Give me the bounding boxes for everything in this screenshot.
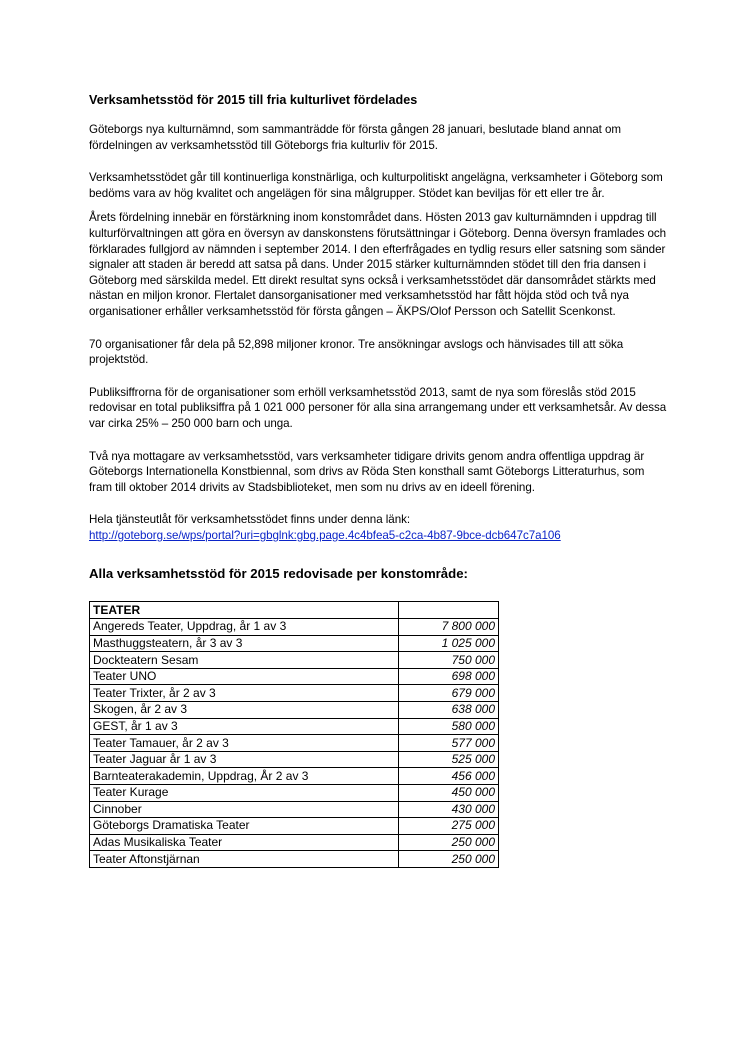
- table-row: [90, 801, 499, 818]
- organisation-name: Teater Aftonstjärnan: [90, 851, 399, 868]
- table-row: [90, 635, 499, 652]
- paragraph-audience: Publiksiffrorna för de organisationer som erhöll verksamhetsstöd 2013, samt de nya som föreslås stöd 2015 redovisar en total publiksiffra på 1 021 000 personer för alla sina arrangemang under ett verksamhetsår. Av dessa var cirka 25% – 250 000 barn och unga.: [89, 385, 667, 430]
- document-title: Verksamhetsstöd för 2015 till fria kulturlivet fördelades: [89, 93, 418, 107]
- table-row: [90, 685, 499, 702]
- organisation-name: Teater Tamauer, år 2 av 3: [90, 735, 399, 752]
- category-amount-cell: [398, 602, 498, 619]
- paragraph-intro: Göteborgs nya kulturnämnd, som sammanträdde för första gången 28 januari, beslutade bland annat om fördelningen av verksamhetsstöd till Göteborgs fria kulturliv för 2015.: [89, 123, 621, 152]
- table-category-row: [90, 602, 499, 619]
- paragraph-link: [89, 512, 669, 543]
- table-row: [90, 652, 499, 669]
- table-row: [90, 834, 499, 851]
- grant-amount: 750 000: [398, 652, 498, 669]
- organisation-name: Teater Kurage: [90, 785, 399, 802]
- organisation-name: Adas Musikaliska Teater: [90, 834, 399, 851]
- grant-amount: 250 000: [398, 834, 498, 851]
- grant-amount: 450 000: [398, 785, 498, 802]
- organisation-name: Teater UNO: [90, 668, 399, 685]
- grant-amount: 430 000: [398, 801, 498, 818]
- grant-amount: 250 000: [398, 851, 498, 868]
- category-label: TEATER: [90, 602, 399, 619]
- paragraph-purpose: Verksamhetsstödet går till kontinuerliga konstnärliga, och kulturpolitiskt angelägna, verksamheter i Göteborg som bedöms vara av hög kvalitet och angelägen för sina målgrupper. Stödet kan beviljas för ett eller tre år.: [89, 171, 663, 200]
- organisation-name: GEST, år 1 av 3: [90, 718, 399, 735]
- table-row: [90, 785, 499, 802]
- table-row: [90, 818, 499, 835]
- table-heading: Alla verksamhetsstöd för 2015 redovisade per konstområde:: [89, 566, 468, 582]
- organisation-name: Göteborgs Dramatiska Teater: [90, 818, 399, 835]
- table-row: [90, 702, 499, 719]
- paragraph-organisations: 70 organisationer får dela på 52,898 miljoner kronor. Tre ansökningar avslogs och hänvisades till att söka projektstöd.: [89, 337, 624, 367]
- table-row: [90, 668, 499, 685]
- organisation-name: Cinnober: [90, 801, 399, 818]
- paragraph-new-recipients: Två nya mottagare av verksamhetsstöd, vars verksamheter tidigare drivits genom andra offentliga uppdrag är Göteborgs Internationella Konstbiennal, som drivs av Röda Sten konsthall samt Göteborgs Litteraturhus, som fram till oktober 2014 drivits av Stadsbiblioteket, men som nu drivs av en ideell förening.: [89, 449, 645, 494]
- grant-amount: 525 000: [398, 751, 498, 768]
- organisation-name: Barnteaterakademin, Uppdrag, År 2 av 3: [90, 768, 399, 785]
- document-content: [89, 92, 669, 868]
- organisation-name: Skogen, år 2 av 3: [90, 702, 399, 719]
- grant-amount: 577 000: [398, 735, 498, 752]
- organisation-name: Angereds Teater, Uppdrag, år 1 av 3: [90, 619, 399, 636]
- grant-amount: 638 000: [398, 702, 498, 719]
- report-link[interactable]: http://goteborg.se/wps/portal?uri=gbglnk:gbg.page.4c4bfea5-c2ca-4b87-9bce-dcb647c7a106: [89, 528, 561, 542]
- grant-amount: 679 000: [398, 685, 498, 702]
- link-intro: Hela tjänsteutlåt för verksamhetsstödet finns under denna länk:: [89, 513, 411, 527]
- grant-amount: 580 000: [398, 718, 498, 735]
- grant-amount: 456 000: [398, 768, 498, 785]
- table-row: [90, 768, 499, 785]
- organisation-name: Teater Trixter, år 2 av 3: [90, 685, 399, 702]
- grant-amount: 275 000: [398, 818, 498, 835]
- organisation-name: Dockteatern Sesam: [90, 652, 399, 669]
- grant-amount: 1 025 000: [398, 635, 498, 652]
- grant-amount: 7 800 000: [398, 619, 498, 636]
- table-row: [90, 751, 499, 768]
- organisation-name: Teater Jaguar år 1 av 3: [90, 751, 399, 768]
- table-row: [90, 851, 499, 868]
- paragraph-dance: Årets fördelning innebär en förstärkning inom konstområdet dans. Hösten 2013 gav kulturnämnden i uppdrag till kulturförvaltningen att göra en översyn av danskonstens förutsättningar i Göteborg. Denna översyn framlades och förklarades fullgjord av nämnden i september 2014. I den efterfrågades en tydlig resurs eller satsning som sänder signaler att staden är beredd att satsa på dans. Under 2015 stärker kulturnämnden stödet till den fria dansen i Göteborg med särskilda medel. Ett direkt resultat syns också i verksamhetsstödet där dansområdet stärkts med nästan en miljon kronor. Flertalet dansorganisationer med verksamhetsstöd har fått höjda stöd och två nya organisationer erhåller verksamhetsstöd för första gången – ÄKPS/Olof Persson och Satellit Scenkonst.: [89, 211, 667, 318]
- table-row: [90, 619, 499, 636]
- funding-table: [89, 601, 499, 868]
- grant-amount: 698 000: [398, 668, 498, 685]
- table-row: [90, 718, 499, 735]
- table-row: [90, 735, 499, 752]
- organisation-name: Masthuggsteatern, år 3 av 3: [90, 635, 399, 652]
